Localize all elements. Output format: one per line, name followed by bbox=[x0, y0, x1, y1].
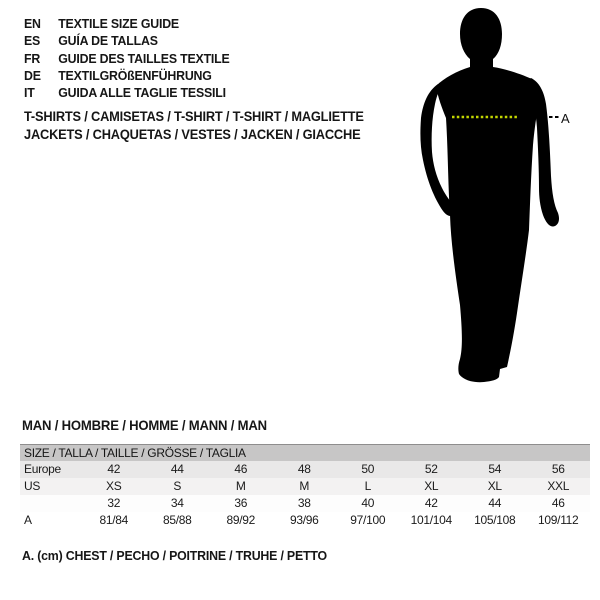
row-label: A bbox=[24, 513, 32, 527]
row-label bbox=[20, 495, 82, 512]
table-cell: 46 bbox=[234, 462, 248, 476]
language-code: ES bbox=[24, 33, 41, 49]
table-cell: XL bbox=[424, 479, 439, 493]
table-cell: 89/92 bbox=[226, 513, 256, 527]
man-figure bbox=[400, 0, 600, 400]
language-row bbox=[24, 84, 230, 101]
size-table-header: SIZE / TALLA / TAILLE / GRÖSSE / TAGLIA bbox=[20, 445, 590, 461]
table-cell: 38 bbox=[297, 496, 311, 510]
row-label: US bbox=[24, 479, 41, 493]
footnote: A. (cm) CHEST / PECHO / POITRINE / TRUHE / PETTO bbox=[22, 548, 327, 563]
measure-label-a: A bbox=[561, 111, 570, 126]
category-line-tshirts: T-SHIRTS / CAMISETAS / T-SHIRT / T-SHIRT / MAGLIETTE bbox=[24, 109, 364, 124]
language-row bbox=[24, 67, 230, 84]
table-row-uk bbox=[20, 495, 590, 512]
language-code: IT bbox=[24, 85, 35, 101]
table-cell: 109/112 bbox=[538, 513, 579, 527]
table-cell: 93/96 bbox=[289, 513, 319, 527]
table-cell: 36 bbox=[234, 496, 248, 510]
language-code: EN bbox=[24, 16, 41, 31]
table-cell: M bbox=[235, 479, 246, 493]
language-row bbox=[24, 32, 230, 49]
size-table bbox=[20, 444, 590, 529]
table-row-us bbox=[20, 478, 590, 495]
table-row-chest-cm bbox=[20, 512, 590, 529]
category-lines bbox=[24, 108, 364, 143]
language-label: TEXTILGRÖßENFÜHRUNG bbox=[58, 67, 212, 83]
language-label: GUIDA ALLE TAGLIE TESSILI bbox=[58, 85, 226, 101]
table-cell: 42 bbox=[424, 496, 438, 510]
table-cell: M bbox=[299, 479, 310, 493]
language-label: GUIDE DES TAILLES TEXTILE bbox=[58, 50, 230, 66]
table-cell: 85/88 bbox=[162, 513, 192, 527]
man-body-silhouette bbox=[436, 8, 541, 382]
language-list bbox=[24, 15, 230, 101]
language-code: FR bbox=[24, 50, 41, 66]
table-cell: 44 bbox=[488, 496, 502, 510]
language-label: GUÍA DE TALLAS bbox=[58, 33, 158, 49]
language-row bbox=[24, 15, 230, 32]
language-row bbox=[24, 50, 230, 67]
table-cell: 34 bbox=[170, 496, 184, 510]
table-cell: 54 bbox=[488, 462, 502, 476]
table-cell: 81/84 bbox=[99, 513, 129, 527]
table-cell: XL bbox=[487, 479, 502, 493]
section-title: MAN / HOMBRE / HOMME / MANN / MAN bbox=[22, 418, 267, 433]
table-cell: S bbox=[173, 479, 182, 493]
table-cell: 42 bbox=[107, 462, 121, 476]
table-cell: L bbox=[364, 479, 371, 493]
table-cell: XXL bbox=[547, 479, 570, 493]
table-cell: 56 bbox=[551, 462, 565, 476]
table-cell: 48 bbox=[297, 462, 311, 476]
table-cell: 101/104 bbox=[410, 513, 452, 527]
man-silhouette-svg bbox=[400, 0, 600, 400]
table-cell: 44 bbox=[170, 462, 184, 476]
table-cell: 32 bbox=[107, 496, 121, 510]
table-cell: 46 bbox=[551, 496, 565, 510]
table-cell: 52 bbox=[424, 462, 438, 476]
table-row-europe bbox=[20, 461, 590, 478]
table-cell: 40 bbox=[361, 496, 375, 510]
table-cell: 50 bbox=[361, 462, 375, 476]
row-label: Europe bbox=[24, 462, 61, 476]
category-line-jackets: JACKETS / CHAQUETAS / VESTES / JACKEN / GIACCHE bbox=[24, 126, 361, 142]
table-cell: 97/100 bbox=[350, 513, 386, 527]
language-label: TEXTILE SIZE GUIDE bbox=[58, 16, 179, 31]
table-cell: 105/108 bbox=[474, 513, 516, 527]
language-code: DE bbox=[24, 67, 41, 83]
table-cell: XS bbox=[106, 479, 122, 493]
